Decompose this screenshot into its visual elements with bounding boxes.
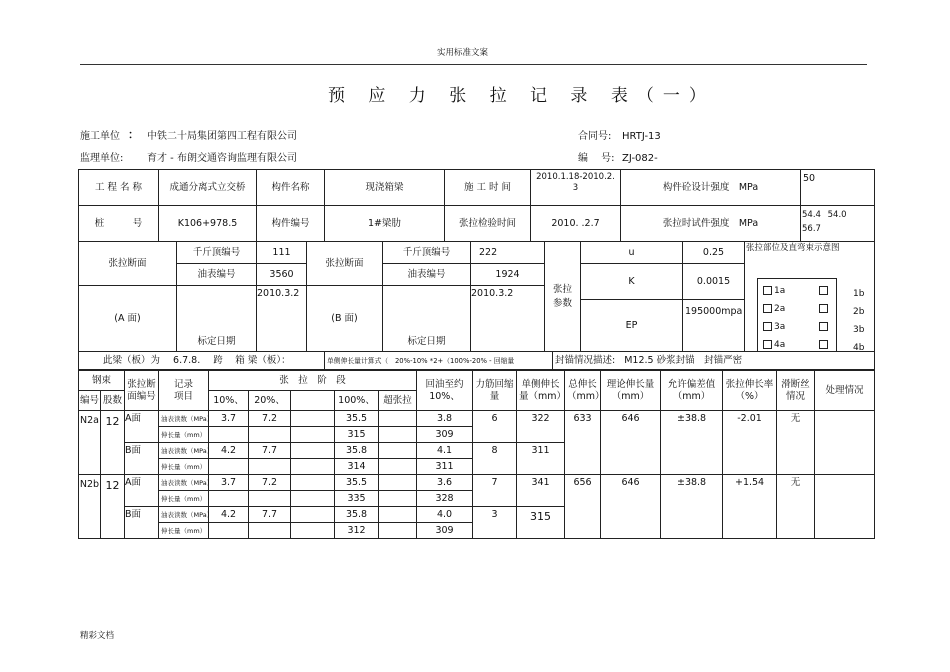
a-calib-date: 2010.3.2 [257, 286, 307, 352]
construction-time: 2010.1.18-2010.2. [536, 172, 615, 182]
diagram-b-list [853, 285, 864, 357]
p10-value: 4.2 [209, 507, 249, 523]
b-section-label: 张拉断面 [307, 242, 383, 286]
b-gauge-no-label: 油表编号 [383, 264, 471, 286]
slip-value: 无 [777, 475, 815, 539]
return-value: 309 [417, 427, 473, 443]
slip-value: 无 [777, 411, 815, 475]
p100-value: 35.8 [335, 443, 379, 459]
bundle-no-n2b: N2b [79, 475, 101, 539]
beam-row-table [78, 351, 875, 370]
theory-elong-value: 646 [601, 475, 661, 539]
bundle-header: 钢束 [79, 371, 125, 391]
header-divider [80, 64, 867, 65]
return-oil-header: 回油至约 10%、 [417, 371, 473, 411]
total-elong-value: 656 [565, 475, 601, 539]
record-item: 油表读数（MPa） [159, 411, 209, 427]
a-calib-date-label: 标定日期 [177, 286, 257, 352]
allow-dev-value: ±38.8 [661, 411, 723, 475]
record-item: 油表读数（MPa） [159, 475, 209, 491]
p100-value: 315 [335, 427, 379, 443]
supervision-label: 监理单位: [80, 153, 124, 164]
record-item-header: 记录 项目 [159, 371, 209, 411]
return-value: 3.6 [417, 475, 473, 491]
p20-header: 20%、 [249, 391, 291, 411]
p100-value: 314 [335, 459, 379, 475]
record-item: 伸长量（mm） [159, 491, 209, 507]
handle-value [815, 475, 875, 539]
stage-blank-header [291, 391, 335, 411]
handle-value [815, 411, 875, 475]
elong-rate-value: +1.54 [723, 475, 777, 539]
construction-time-cell [531, 170, 621, 206]
label-3b: 3b [853, 325, 865, 335]
bundle-no-header: 编号 [79, 391, 101, 411]
u-label: u [581, 242, 683, 264]
face-n2a-a: A面 [125, 411, 159, 443]
elong-rate-header: 张拉伸长率 （%） [723, 371, 777, 411]
allow-dev-header: 允许偏差值 （mm） [661, 371, 723, 411]
test-time: 2010. .2.7 [531, 206, 621, 242]
ep-value: 195000mpa [683, 300, 745, 352]
a-gauge-no-label: 油表编号 [177, 264, 257, 286]
box-2a: 2a [763, 300, 830, 318]
test-strength-label: 张拉时试件强度 MPa [621, 206, 801, 242]
theory-elong-value: 646 [601, 411, 661, 475]
record-item: 伸长量（mm） [159, 459, 209, 475]
shrink-value: 7 [473, 475, 517, 507]
construction-unit-label: 施工单位 [80, 131, 120, 142]
construction-unit-value: 中铁二十局集团第四工程有限公司 [147, 131, 297, 142]
face-n2b-a: A面 [125, 475, 159, 507]
over-tension-header: 超张拉 [379, 391, 417, 411]
single-elong-value: 315 [517, 507, 565, 539]
checkbox-icon [763, 304, 772, 313]
box-4a: 4a [763, 336, 830, 354]
b-calib-date-label: 标定日期 [383, 286, 471, 352]
total-elong-value: 633 [565, 411, 601, 475]
k-label: K [581, 264, 683, 300]
p10-header: 10%、 [209, 391, 249, 411]
bundle-no-n2a: N2a [79, 411, 101, 475]
p20-value: 7.2 [249, 411, 291, 427]
b-jack-no-label: 千斤顶编号 [383, 242, 471, 264]
shrink-value: 3 [473, 507, 517, 539]
diagram-a-list [763, 282, 830, 354]
number-label: 编 号: [578, 153, 615, 164]
face-n2a-b: B面 [125, 443, 159, 475]
checkbox-icon [763, 322, 772, 331]
theory-elong-header: 理论伸长量 （mm） [601, 371, 661, 411]
checkbox-icon [819, 286, 828, 295]
slip-header: 滑断丝 情况 [777, 371, 815, 411]
beam-text-3: 跨 箱 梁（板）： [213, 355, 291, 366]
checkbox-icon [763, 340, 772, 349]
elong-rate-value: -2.01 [723, 411, 777, 475]
shrink-value: 6 [473, 411, 517, 443]
single-elong-header: 单侧伸长 量（mm） [517, 371, 565, 411]
footer-text: 精彩文档 [80, 631, 115, 641]
a-face-label: (A 面) [79, 286, 177, 352]
strand-count-header: 股数 [101, 391, 125, 411]
beam-text-2: 6.7.8. [173, 355, 201, 366]
p10-value: 4.2 [209, 443, 249, 459]
handle-header: 处理情况 [815, 371, 875, 411]
record-item: 油表读数（MPa） [159, 507, 209, 523]
checkbox-icon [819, 340, 828, 349]
return-value: 3.8 [417, 411, 473, 427]
u-value: 0.25 [683, 242, 745, 264]
info-table [78, 169, 875, 242]
ep-label: EP [581, 300, 683, 352]
a-section-label: 张拉断面 [79, 242, 177, 286]
a-gauge-no: 3560 [257, 264, 307, 286]
p100-value: 35.8 [335, 507, 379, 523]
record-item: 伸长量（mm） [159, 427, 209, 443]
strand-count-n2a: 12 [101, 411, 125, 475]
member-no: 1#梁肋 [325, 206, 445, 242]
pile-label: 桩 号 [79, 206, 159, 242]
p10-value: 3.7 [209, 475, 249, 491]
member-name: 现浇箱梁 [325, 170, 445, 206]
box-1a: 1a [763, 282, 830, 300]
b-face-label: (B 面) [307, 286, 383, 352]
return-value: 4.1 [417, 443, 473, 459]
anchor-cell [553, 352, 875, 370]
param-label-1: 张拉 [552, 283, 572, 295]
tension-stage-header: 张 拉 阶 段 [209, 371, 417, 391]
checkbox-icon [819, 304, 828, 313]
construction-time-line2: 3 [572, 183, 579, 193]
face-n2b-b: B面 [125, 507, 159, 539]
test-strength-cell [801, 206, 875, 242]
strand-count-n2b: 12 [101, 475, 125, 539]
p20-value: 7.2 [249, 475, 291, 491]
doc-type-header: 实用标准文案 [437, 48, 489, 58]
allow-dev-value: ±38.8 [661, 475, 723, 539]
pile-no: K106+978.5 [159, 206, 257, 242]
b-calib-date: 2010.3.2 [471, 286, 545, 352]
design-strength: 50 [801, 170, 875, 206]
construction-time-label: 施 工 时 间 [445, 170, 531, 206]
beam-text-1: 此梁（板）为 [103, 355, 161, 366]
contract-label: 合同号: [578, 131, 612, 142]
p100-value: 35.5 [335, 475, 379, 491]
anchor-desc-label: 封锚情况描述: [555, 355, 616, 366]
project-name-label: 工 程 名 称 [79, 170, 159, 206]
beam-row-cell [79, 352, 325, 370]
return-value: 309 [417, 523, 473, 539]
return-value: 328 [417, 491, 473, 507]
return-value: 4.0 [417, 507, 473, 523]
p100-value: 312 [335, 523, 379, 539]
over-value [379, 411, 417, 427]
single-elong-value: 322 [517, 411, 565, 443]
design-strength-label: 构件砼设计强度 MPa [621, 170, 801, 206]
label-2b: 2b [853, 307, 865, 317]
tension-diagram [745, 242, 875, 352]
single-elong-value: 311 [517, 443, 565, 475]
b-jack-no: 222 [471, 242, 545, 264]
checkbox-icon [763, 286, 772, 295]
total-elong-header: 总伸长 （mm） [565, 371, 601, 411]
p100-value: 335 [335, 491, 379, 507]
construction-unit-colon: ： [128, 128, 139, 141]
checkbox-icon [819, 322, 828, 331]
section-header: 张拉断 面编号 [125, 371, 159, 411]
param-label-2: 参数 [552, 297, 572, 309]
box-3a: 3a [763, 318, 830, 336]
p10-value: 3.7 [209, 411, 249, 427]
member-name-label: 构件名称 [257, 170, 325, 206]
test-strength-2: 54.0 [827, 210, 847, 220]
k-value: 0.0015 [683, 264, 745, 300]
project-name: 成通分离式立交桥 [159, 170, 257, 206]
contract-no: HRTJ-13 [622, 131, 661, 142]
test-strength-3: 56.7 [802, 224, 821, 234]
anchor-desc: M12.5 砂浆封锚 封锚严密 [624, 355, 743, 366]
shrink-value: 8 [473, 443, 517, 475]
page-title: 预 应 力 张 拉 记 录 表（一） [328, 86, 715, 106]
record-item: 油表读数（MPa） [159, 443, 209, 459]
label-1b: 1b [853, 289, 865, 299]
p100-header: 100%、 [335, 391, 379, 411]
p100-value: 35.5 [335, 411, 379, 427]
single-elong-value: 341 [517, 475, 565, 507]
supervision-unit: 育才 - 布朗交通咨询监理有限公司 [147, 153, 297, 164]
b-gauge-no: 1924 [471, 264, 545, 286]
number-value: ZJ-082- [622, 153, 658, 164]
tension-record-table [78, 370, 875, 539]
return-value: 311 [417, 459, 473, 475]
shrink-header: 力筋回缩 量 [473, 371, 517, 411]
member-no-label: 构件编号 [257, 206, 325, 242]
jack-table [78, 241, 875, 352]
test-strength-1: 54.4 [802, 210, 821, 220]
elongation-formula: 单侧伸长量计算式（ 20%-10% *2+（100%-20% - 回缩量 [325, 352, 553, 370]
diagram-label: 张拉部位及直弯束示意图 [746, 243, 840, 253]
stage-blank [291, 411, 335, 427]
test-time-label: 张拉检验时间 [445, 206, 531, 242]
a-jack-no-label: 千斤顶编号 [177, 242, 257, 264]
p20-value: 7.7 [249, 443, 291, 459]
p20-value: 7.7 [249, 507, 291, 523]
label-4b: 4b [853, 343, 865, 353]
record-item: 伸长量（mm） [159, 523, 209, 539]
a-jack-no: 111 [257, 242, 307, 264]
param-label-cell [545, 242, 581, 352]
